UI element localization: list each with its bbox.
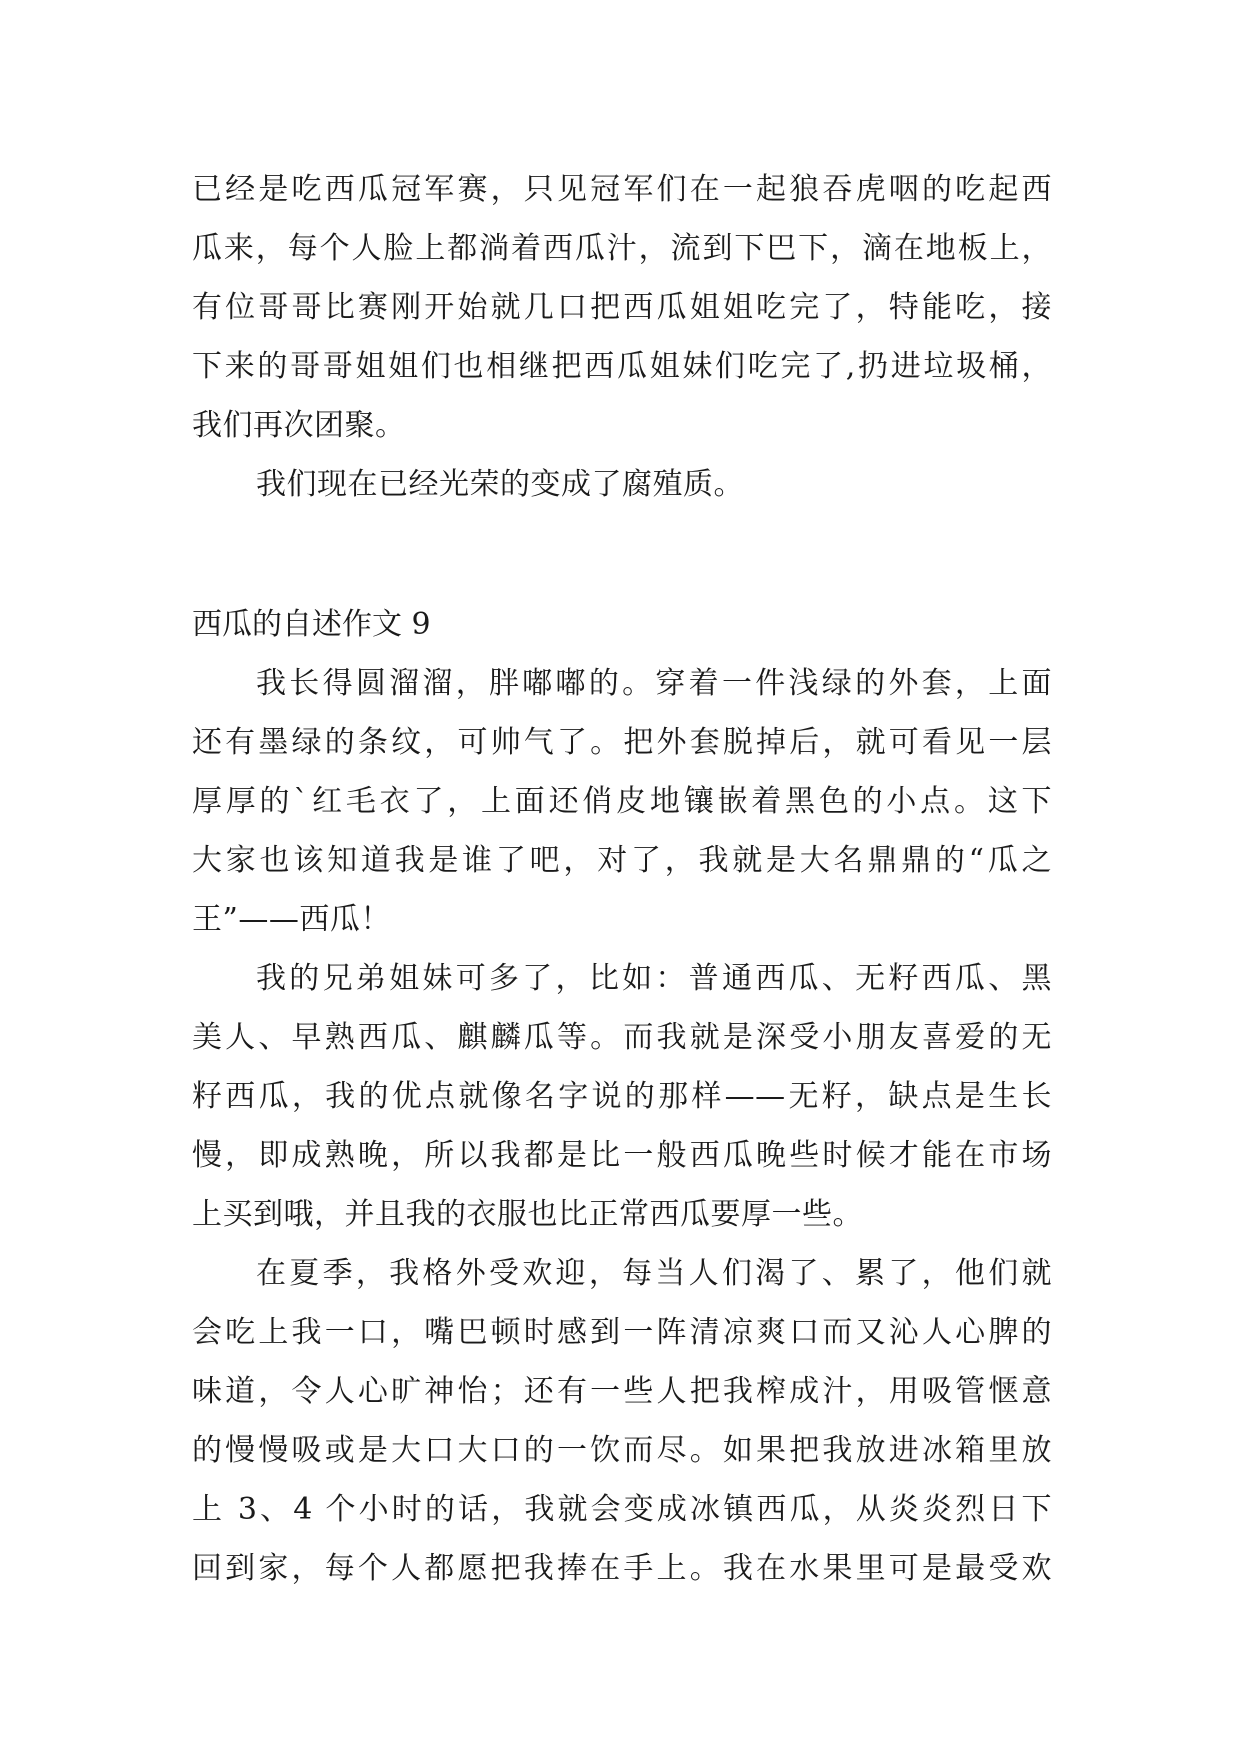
section-title: 西瓜的自述作文 9 xyxy=(192,607,431,642)
text-line: 在夏季，我格外受欢迎，每当人们渴了、累了，他们就 xyxy=(256,1256,1052,1291)
paragraph-gap xyxy=(192,514,1052,595)
text-line: 慢，即成熟晚，所以我都是比一般西瓜晚些时候才能在市场 xyxy=(192,1138,1052,1173)
paragraph-3 xyxy=(192,654,1052,949)
text-line: 美人、早熟西瓜、麒麟瓜等。而我就是深受小朋友喜爱的无 xyxy=(192,1020,1052,1055)
text-line: 味道，令人心旷神怡；还有一些人把我榨成汁，用吸管惬意 xyxy=(192,1374,1052,1409)
text-line: 厚厚的`红毛衣了，上面还俏皮地镶嵌着黑色的小点。这下 xyxy=(192,784,1052,819)
text-line: 瓜来，每个人脸上都淌着西瓜汁，流到下巴下，滴在地板上， xyxy=(192,231,1052,266)
paragraph-1 xyxy=(192,160,1052,455)
document-page xyxy=(192,160,1052,1598)
text-line: 会吃上我一口，嘴巴顿时感到一阵清凉爽口而又沁人心脾的 xyxy=(192,1315,1052,1350)
text-line: 有位哥哥比赛刚开始就几口把西瓜姐姐吃完了，特能吃，接 xyxy=(192,290,1052,325)
paragraph-5 xyxy=(192,1244,1052,1598)
paragraph-4 xyxy=(192,949,1052,1244)
text-line: 我们现在已经光荣的变成了腐殖质。 xyxy=(256,467,744,502)
text-line: 我的兄弟姐妹可多了，比如：普通西瓜、无籽西瓜、黑 xyxy=(256,961,1052,996)
paragraph-2 xyxy=(192,455,1052,514)
text-line: 我们再次团聚。 xyxy=(192,408,406,443)
text-line: 王”——西瓜！ xyxy=(192,902,391,937)
text-line: 上买到哦，并且我的衣服也比正常西瓜要厚一些。 xyxy=(192,1197,863,1232)
text-line: 下来的哥哥姐姐们也相继把西瓜姐妹们吃完了,扔进垃圾桶， xyxy=(192,349,1052,384)
text-line: 大家也该知道我是谁了吧，对了，我就是大名鼎鼎的“瓜之 xyxy=(192,843,1052,878)
text-line: 的慢慢吸或是大口大口的一饮而尽。如果把我放进冰箱里放 xyxy=(192,1433,1052,1468)
text-line: 回到家，每个人都愿把我捧在手上。我在水果里可是最受欢 xyxy=(192,1551,1052,1586)
text-line: 已经是吃西瓜冠军赛，只见冠军们在一起狼吞虎咽的吃起西 xyxy=(192,172,1052,207)
text-line: 籽西瓜，我的优点就像名字说的那样——无籽，缺点是生长 xyxy=(192,1079,1052,1114)
text-line: 上 3、4 个小时的话，我就会变成冰镇西瓜，从炎炎烈日下 xyxy=(192,1492,1052,1527)
text-line: 我长得圆溜溜，胖嘟嘟的。穿着一件浅绿的外套，上面 xyxy=(256,666,1052,701)
text-line: 还有墨绿的条纹，可帅气了。把外套脱掉后，就可看见一层 xyxy=(192,725,1052,760)
